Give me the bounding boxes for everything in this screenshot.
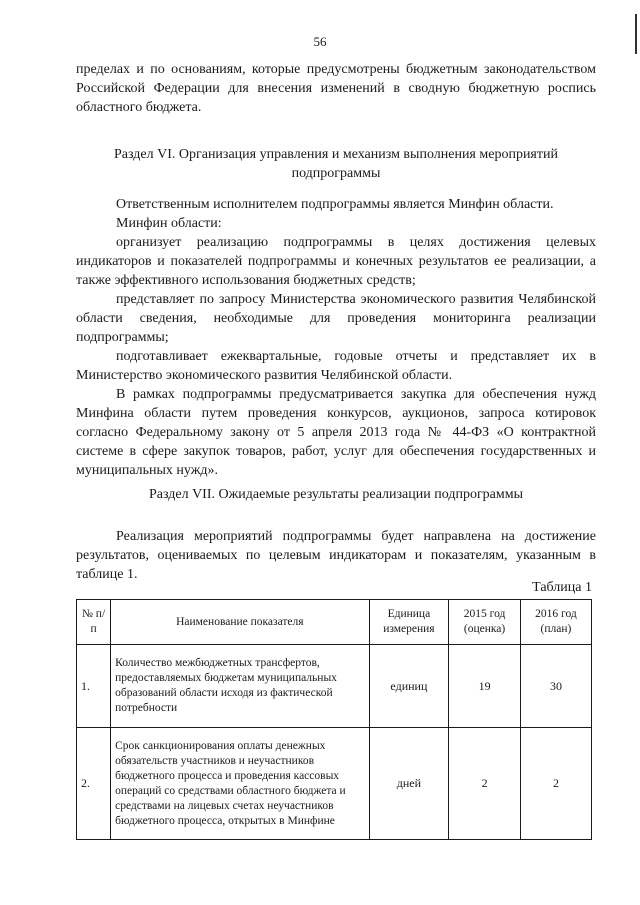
table-header-row [77, 600, 592, 645]
header-2015: 2015 год (оценка) [449, 600, 521, 645]
section-vi-paragraph: подготавливает ежеквартальные, годовые отчеты и представляет их в Министерство экономического развития Челябинской области. [76, 349, 596, 383]
row-2016: 30 [520, 645, 591, 728]
row-name: Количество межбюджетных трансфертов, предоставляемых бюджетам муниципальных образований области исходя из фактической потребности [111, 645, 369, 728]
section-vi-paragraph: Ответственным исполнителем подпрограммы является Минфин области. [116, 197, 554, 212]
intro-paragraph: пределах и по основаниям, которые предусмотрены бюджетным законодательством Российской Федерации для внесения изменений в сводную бюджетную роспись областного бюджета. [76, 62, 596, 115]
row-num: 1. [77, 645, 111, 728]
section-vii-paragraph: Реализация мероприятий подпрограммы будет направлена на достижение результатов, оцениваемых по целевым индикаторам и показателям, указанным в таблице 1. [76, 529, 596, 582]
header-2016: 2016 год (план) [520, 600, 591, 645]
section-vi-body [76, 195, 596, 480]
header-unit: Единица измерения [369, 600, 449, 645]
header-name: Наименование показателя [111, 600, 369, 645]
section-vi-paragraph: Минфин области: [116, 216, 222, 231]
section-vi-paragraph: представляет по запросу Министерства экономического развития Челябинской области сведения, необходимые для проведения мониторинга реализации подпрограммы; [76, 292, 596, 345]
section-vi-heading: Раздел VI. Организация управления и механизм выполнения мероприятий подпрограммы [114, 147, 558, 181]
row-2015: 2 [449, 728, 521, 840]
table-row [77, 728, 592, 840]
page-number: 56 [313, 34, 327, 49]
row-2016: 2 [520, 728, 591, 840]
row-unit: дней [369, 728, 449, 840]
indicators-table [76, 599, 592, 840]
table-row [77, 645, 592, 728]
header-num: № п/п [77, 600, 111, 645]
section-vi-paragraph: В рамках подпрограммы предусматривается закупка для обеспечения нужд Минфина области путем проведения конкурсов, аукционов, запроса котировок согласно Федеральному закону от 5 апреля 2013 года № 44-ФЗ «О контрактной системе в сфере закупок товаров, работ, услуг для обеспечения государственных и муниципальных нужд». [76, 387, 596, 478]
section-vii-heading: Раздел VII. Ожидаемые результаты реализации подпрограммы [148, 487, 524, 502]
table-caption: Таблица 1 [532, 580, 592, 595]
row-2015: 19 [449, 645, 521, 728]
row-num: 2. [77, 728, 111, 840]
section-vi-paragraph: организует реализацию подпрограммы в целях достижения целевых индикаторов и показателей подпрограммы и конечных результатов ее реализации, а также эффективного использования бюджетных средств; [76, 235, 596, 288]
row-unit: единиц [369, 645, 449, 728]
row-name: Срок санкционирования оплаты денежных обязательств участников и неучастников бюджетного процесса и проведения кассовых операций со средствами областного бюджета и средствами на лицевых счетах неучастников бюджетного процесса, открытых в Минфине [111, 728, 369, 840]
